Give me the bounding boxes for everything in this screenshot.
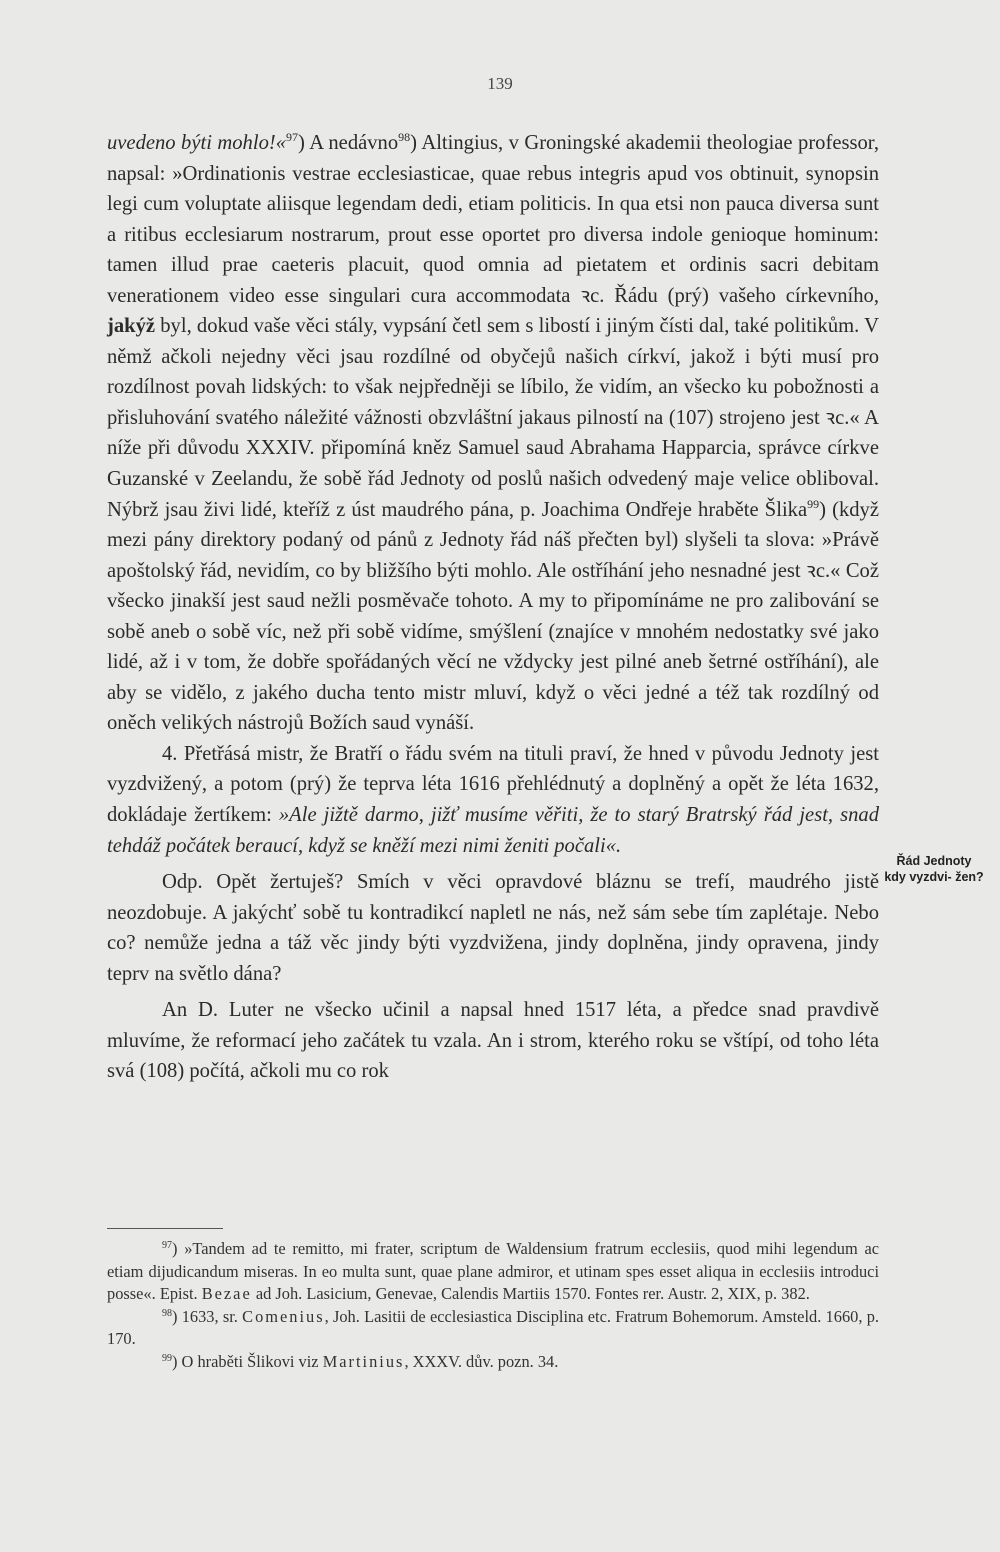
bold-word: jakýž	[107, 315, 156, 338]
footnote-97	[107, 1238, 879, 1306]
footnote-98	[107, 1306, 879, 1351]
footnote-98-text-2: , Joh. Lasitii de ecclesiastica Disciplina etc. Fratrum Bohemorum. Amsteld. 1660, p. 170.	[107, 1306, 879, 1349]
footnote-97-author: Bezae	[201, 1284, 252, 1304]
paragraph-2	[107, 739, 879, 861]
footnote-98-number: 98	[162, 1307, 172, 1319]
margin-note: Řád Jednoty kdy vyzdvi- žen?	[884, 854, 984, 884]
footnote-divider	[107, 1228, 223, 1229]
footnote-ref-98[interactable]: 98	[398, 130, 411, 144]
paragraph-1-text-a: ) A nedávno	[298, 132, 399, 154]
footnote-97-text: ) »Tandem ad te remitto, mi frater, scriptum de Waldensium fratrum ecclesiis, quod mihi legendum ac etiam dijudicandum miseras. In eo multa sunt, quae plane admiror, et utinam spes esset aliqua in ecclesiis introduci posse«. Epist.	[107, 1239, 879, 1304]
paragraph-1	[107, 128, 879, 739]
footnote-98-author: Comenius	[242, 1306, 325, 1326]
footnote-99-text-2: , XXXV. dův. pozn. 34.	[404, 1351, 559, 1371]
paragraph-4: An D. Luter ne všecko učinil a napsal hned 1517 léta, a předce snad pravdivě mluvíme, že reformací jeho začátek tu vzala. An i strom, kterého roku se vštípí, od toho léta svá (108) počítá, ačkoli mu co rok	[107, 999, 879, 1083]
paragraph-1-text-b: ) Altingius, v Groningské akademii theologiae professor, napsal: »Ordinationis vestrae ecclesiasticae, quae rebus integris apud vos obtinuit, synopsin legi cum voluptate aliisque legendam dedi, etiam politicis. In qua etsi non pauca diversa sunt a ritibus ecclesiarum nostrarum, prout esse oportet pro diversa indole genioque hominum: tamen illud prae caeteris placuit, quod omnia ad pietatem et ordinis sacri debitam venerationem video esse singulari cura accommodata ꝛc. Řádu (prý) vašeho církevního,	[107, 132, 879, 307]
paragraph-1-text-c: byl, dokud vaše věci stály, vypsání četl sem s libostí i jiným čísti dal, také politikům. V němž ačkoli nejedny věci jsau rozdílné od obyčejů našich církví, jakož i býti musí pro rozdílnost povah lidských: to však nejpředněji se líbilo, že vidím, an všecko ku pobožnosti a přisluhování svatého náležité vážnosti obzvláštní jakaus pilností na (107) strojeno jest ꝛc.« A níže při důvodu XXXIV. připomíná kněz Samuel saud Abrahama Happarcia, správce církve Guzanské v Zeelandu, že sobě řád Jednoty od poslů našich odvedený maje velice obliboval. Nýbrž jsau živi lidé, kteříž z úst maudrého pána, p. Joachima Ondřeje hraběte Šlika	[107, 315, 879, 521]
footnote-ref-97[interactable]: 97	[286, 130, 299, 144]
main-text	[107, 128, 879, 1087]
footnote-97-text-2: ad Joh. Lasicium, Genevae, Calendis Martiis 1570. Fontes rer. Austr. 2, XIX, p. 382.	[251, 1284, 810, 1304]
paragraph-3: Odp. Opět žertuješ? Smích v věci opravdové bláznu se trefí, maudrého jistě neozdobuje. A jakýchť sobě tu kontradikcí napletl ne nás, než sám sebe tím zaplétaje. Nebo co? nemůže jedna a táž věc jindy býti vyzdvižena, jindy doplněna, jindy opravena, jindy teprv na světlo dána?	[107, 871, 879, 985]
footnote-97-number: 97	[162, 1240, 172, 1251]
page-number: 139	[487, 74, 513, 93]
footnote-99-number: 99	[162, 1352, 172, 1364]
italic-opening: uvedeno býti mohlo!«	[107, 132, 287, 154]
footnote-ref-99[interactable]: 99	[807, 496, 820, 511]
footnote-99-text: ) O hraběti Šlikovi viz	[172, 1351, 323, 1371]
paragraph-2-text: 4. Přetřásá mistr, že Bratří o řádu svém na tituli praví, že hned v původu Jednoty jest vyzdvižený, a potom (prý) že teprva léta 1616 přehlédnutý a doplněný a opět že léta 1632, dokládaje žertíkem:	[107, 742, 879, 827]
footnote-98-text: ) 1633, sr.	[172, 1306, 243, 1326]
paragraph-2-quote: »Ale jižtě darmo, jižť musíme věřiti, že to starý Bratrský řád jest, snad tehdáž počátek beraucí, když se kněží mezi nimi ženiti počali«.	[107, 804, 879, 857]
paragraph-1-text-d: ) (když mezi pány direktory podaný od pánů z Jednoty řád náš přečten byl) slyšeli ta slova: »Právě apoštolský řád, nevidím, co by bližšího býti mohlo. Ale ostříhání jeho nesnadné jest ꝛc.« Což všecko jinakší jest saud nežli posměvače tohoto. A my to připomínáme ne pro zalibování se sobě aneb o sobě víc, než při sobě vidíme, smýšlení (znajíce v mnohém nedostatky své jako lidé, až i v tom, že dobře spořádaných věcí ne vždycky jest pilné aneb šetrné ostříhání), ale aby se vidělo, z jakého ducha tento mistr mluví, když o věci jedné a též tak rozdílný od oněch velikých nástrojů Božích saud vynáší.	[107, 498, 879, 735]
footnote-99-author: Martinius	[322, 1351, 405, 1371]
footnote-99	[107, 1351, 879, 1374]
footnotes	[107, 1238, 879, 1374]
